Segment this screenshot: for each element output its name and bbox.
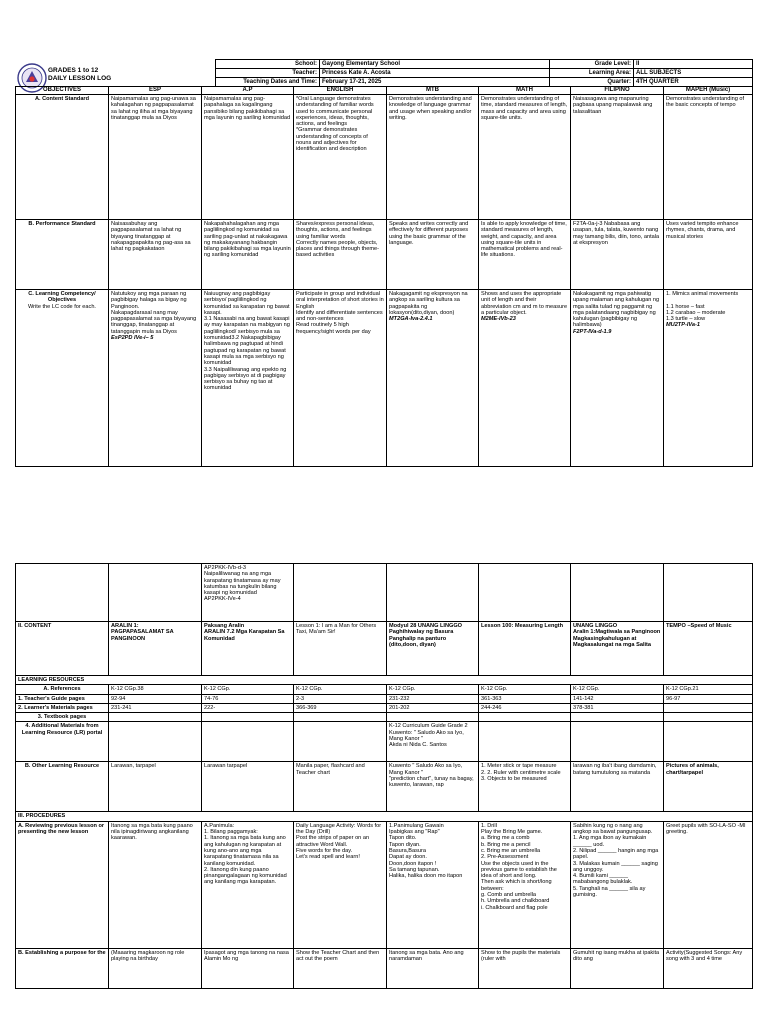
content-standard-label: A. Content Standard [16, 95, 109, 220]
content-mapeh: TEMPO –Speed of Music [664, 622, 753, 676]
review-esp: Itanong sa mga bata kung paano nila ipinagdiriwang angkanilang kaarawan. [109, 821, 202, 948]
references-esp: K-12 CGp.38 [109, 685, 202, 694]
column-header-row [16, 87, 753, 95]
competency-row [16, 290, 753, 467]
purpose-mapeh: Activity(Suggested Songs: Any song with 3 and 4 time [664, 948, 753, 988]
lm-row [16, 703, 753, 712]
resources-row [16, 676, 753, 685]
other-english: Manila paper, flashcard and Teacher chart [294, 762, 387, 812]
col-mtb: MTB [387, 87, 479, 95]
references-label: A. References [16, 685, 109, 694]
content-standard-ap: Naipamamalas ang pag-papahalaga sa kagalingang pansibiko bilang pakikibahagi sa mga layunin ng sariling komunidad [202, 95, 294, 220]
content-row [16, 622, 753, 676]
competency-math [479, 290, 571, 467]
competency-filipino-code: F2PT-IVa-d-1.9 [573, 328, 612, 335]
resources-label: LEARNING RESOURCES [16, 676, 753, 685]
content-standard-english: *Oral Language demonstrates understanding of familiar words used to communicate personal experiences, ideas, thoughts, actions, and feelings *Grammar demonstrates understanding of concepts of nouns and adjectives for identification and description [294, 95, 387, 220]
school-label: School: [216, 60, 320, 69]
references-filipino: K-12 CGp. [571, 685, 664, 694]
references-row [16, 685, 753, 694]
col-objectives: OBJECTIVES [16, 87, 109, 95]
content-math: Lesson 100: Measuring Length [479, 622, 571, 676]
competency-label: C. Learning Competency/ Objectives [28, 291, 96, 304]
content-standard-mapeh: Demonstrates understanding of the basic concepts of tempo [664, 95, 753, 220]
lm-mapeh [664, 703, 753, 712]
review-math: 1. Drill Play the Bring Me game. a. Bring me a comb b. Bring me a pencil c. Bring me an umbrella 2. Pre-Assessment Use the objects used in the previous game to establish the idea of short and long. Then ask which is short/long between: g. Comb and umbrella h. Umbrella and chalkboard i. Chalkboard and flag pole [479, 821, 571, 948]
performance-standard-math: Is able to apply knowledge of time, standard measures of length, weight, and capacity, and area using square-tile units in mathematical problems and real-life situations. [479, 220, 571, 290]
content-standard-filipino: Naisasagawa ang mapanuring pagbasa upang mapalawak ang talasalitaan [571, 95, 664, 220]
tg-esp: 92-94 [109, 694, 202, 703]
tg-filipino: 141-142 [571, 694, 664, 703]
col-esp: ESP [109, 87, 202, 95]
form-title-dll: DAILY LESSON LOG [48, 75, 112, 82]
competency-sublabel: Write the LC code for each. [28, 303, 96, 310]
lm-filipino: 378-381 [571, 703, 664, 712]
quarter-label: Quarter: [550, 78, 634, 87]
competency-esp-code: EsP2PD IVe-i– 5 [111, 335, 154, 342]
purpose-english: Show the Teacher Chart and then act out the poem [294, 948, 387, 988]
references-mtb: K-12 CGp. [387, 685, 479, 694]
procedures-label: III. PROCEDURES [16, 812, 753, 821]
carryover-ap: AP2PKK-IVb-d-3 Naipaliliwanag na ang mga karapatang tinatamasa ay may katumbas na tungkulin bilang kasapi ng komunidad AP2PKK-IVe-4 [202, 564, 294, 622]
lm-mtb: 201-202 [387, 703, 479, 712]
tg-english: 2-3 [294, 694, 387, 703]
content-procedures-table [15, 563, 753, 989]
objectives-table [15, 86, 753, 467]
performance-standard-filipino: F2TA-0a-j-3 Nababasa ang usapan, tula, talata, kuwento nang may tamang bilis, diin, tono, antala at ekspresyon [571, 220, 664, 290]
teacher-value: Princess Kate A. Acosta [320, 69, 550, 78]
col-ap: A.P [202, 87, 294, 95]
competency-mapeh-text: 1. Mimics animal movements 1.1 horse – fast 1.2 carabao – moderate 1.3 turtle – slow [666, 291, 739, 323]
competency-filipino [571, 290, 664, 467]
other-filipino: larawan ng iba't ibang damdamin, batang tumutulong sa matanda [571, 762, 664, 812]
review-mapeh: Greet pupils with SO-LA-SO -MI greeting. [664, 821, 753, 948]
purpose-label: B. Establishing a purpose for the [16, 948, 109, 988]
references-mapeh: K-12 CGp.21 [664, 685, 753, 694]
dates-label: Teaching Dates and Time: [216, 78, 320, 87]
performance-standard-mapeh: Uses varied tempito enhance rhymes, chants, drama, and musical stories [664, 220, 753, 290]
content-standard-esp: Naipamamalas ang pag-unawa sa kahalagahan ng pagpapasalamat sa lahat ng iliha at mga biyayang tinatanggap mula sa Diyos [109, 95, 202, 220]
content-label: II. CONTENT [16, 622, 109, 676]
competency-english-text: Participate in group and individual oral interpretation of short stories in English Identify and differentiate sentences and non-sentences Read routinely 5 high frequency/sight words per day [296, 291, 384, 335]
competency-mtb-text: Nakagagamit ng ekspresyon na angkop sa sariling kultura sa pagpapakita ng lokasyon(dito,diyan, doon) [389, 291, 468, 316]
references-ap: K-12 CGp. [202, 685, 294, 694]
competency-mtb-code: MT2GA-Iva-2.4.1 [389, 316, 433, 323]
form-title-grades: GRADES 1 to 12 [48, 67, 99, 74]
review-mtb: 1.Panimulang Gawain Ipabigkas ang "Rap" Tapon dito. Tapon diyan. Basura,Basura Dapat ay doon. Doon,doon itapon ! Sa tamang tapunan. Halika, halika doon mo itapon [387, 821, 479, 948]
tg-mtb: 231-232 [387, 694, 479, 703]
other-math: 1. Meter stick or tape measure 2. 2. Ruler with centimetre scale 3. Objects to be measured [479, 762, 571, 812]
grade-value: II [634, 60, 753, 69]
competency-ap-text: Naiuugnay ang pagbibigay serbisyo/ pagliilingkod ng komunidad sa karapatan ng bawat kasapi. 3.1 Nasasabi na ang bawat kasapi ay may karapatan na mabigyan ng pagliilingkod/ serbisyo mula sa komunidad3.2 Nakapagbibigay halimbawa ng pagtupad at hindi pagtupad ng karapatan ng bawat kasapi mula sa mga serbisyo ng komunidad 3.3 Naipaliliwanag ang epekto ng pagbigay serbisyo at di pagbigay serbisyo sa buhay ng tao at komunidad [204, 291, 290, 392]
procedures-row [16, 812, 753, 821]
performance-standard-row [16, 220, 753, 290]
purpose-mtb: Itanong sa mga bata. Ano ang naramdaman [387, 948, 479, 988]
content-esp: ARALIN 1: PAGPAPASALAMAT SA PANGINOON [109, 622, 202, 676]
additional-mtb: K-12 Curriculum Guide Grade 2 Kuwento: " Saludo Ako sa Iyo, Mang Kanor " Akda ni Nida C. Santos [387, 722, 479, 762]
additional-row [16, 722, 753, 762]
area-label: Learning Area: [550, 69, 634, 78]
purpose-math: Show to the pupils the materials (ruler with [479, 948, 571, 988]
review-ap: A.Panimula: 1. Bilang paggamyak: 1. Itanong sa mga bata kung ano ang kahulugan ng karapatan at kung ano-ano ang mga karapatang tinatamasa nila sa kanilang komunidad. 2. Itanong din kung paano pinangangalagaan ng komunidad ang kanilang mga karapatan. [202, 821, 294, 948]
content-standard-row [16, 95, 753, 220]
content-standard-mtb: Demonstrates understanding and knowledge of language grammar and usage when speaking and/or writing. [387, 95, 479, 220]
area-value: ALL SUBJECTS [634, 69, 753, 78]
lm-math: 244-246 [479, 703, 571, 712]
competency-filipino-text: Nakakagamit ng mga pahiwatig upang malaman ang kahulugan ng mga salita tulad ng paggamit ng mga palatandaang nagbibigay ng kahulugan (pagbibigay ng halimbawa) [573, 291, 660, 329]
performance-standard-english: Shares/express personal ideas, thoughts, actions, and feelings using familiar words Correctly names people, objects, places and things through theme-based activities [294, 220, 387, 290]
content-mtb: Modyul 28 UNANG LINGGO Paghihiwalay ng Basura Panghalip na panturo (dito,doon, diyan) [387, 622, 479, 676]
tg-ap: 74-76 [202, 694, 294, 703]
competency-esp-text: Natutukoy ang mga paraan ng pagbibigay halaga sa bigay ng Panginoon. Nakapagdarasal nang may pagpapasalamat sa mga biyayang tinanggap, tinatanggap at tatanggapin mula sa Diyos [111, 291, 197, 335]
other-esp: Larawan, tarpapel [109, 762, 202, 812]
school-value: Gayong Elementary School [320, 60, 550, 69]
review-filipino: Sabihin kung ng o nang ang angkop sa bawat pangungusap. 1. Ang mga ibon ay kumakain ______ uod. 2. Nilipad ______ hangin ang mga papel. 3. Malakas kumain ______ saging ang unggoy. 4. Bumili kami ______ mababangong bulaklak. 5. Tanghali na ______ sila ay gumising. [571, 821, 664, 948]
other-mtb: Kuwento " Saludo Ako sa Iyo, Mang Kanor " "prediction chart", tunay na bagay, kuwento, larawan, rap [387, 762, 479, 812]
carryover-row [16, 564, 753, 622]
other-resources-row [16, 762, 753, 812]
other-ap: Larawan tarpapel [202, 762, 294, 812]
competency-label-cell [16, 290, 109, 467]
dates-value: February 17-21, 2025 [320, 78, 550, 87]
lm-esp: 231-241 [109, 703, 202, 712]
competency-english [294, 290, 387, 467]
quarter-value: 4TH QUARTER [634, 78, 753, 87]
col-math: MATH [479, 87, 571, 95]
review-label: A. Reviewing previous lesson or presenting the new lesson [16, 821, 109, 948]
textbook-row [16, 713, 753, 722]
tg-row [16, 694, 753, 703]
competency-ap [202, 290, 294, 467]
other-mapeh: Pictures of animals, chart/tarpapel [664, 762, 753, 812]
purpose-filipino: Gumuhit ng isang mukha at ipakita dito ang [571, 948, 664, 988]
content-filipino: UNANG LINGGO Aralin 1:Magtiwala sa Panginoon Magkasingkahulugan at Magkasalungat na mga Salita [571, 622, 664, 676]
form-title [48, 67, 111, 83]
textbook-label: 3. Textbook pages [16, 713, 109, 722]
references-math: K-12 CGp. [479, 685, 571, 694]
grade-label: Grade Level: [550, 60, 634, 69]
performance-standard-mtb: Speaks and writes correctly and effectively for different purposes using the basic grammar of the language. [387, 220, 479, 290]
performance-standard-esp: Naisasabuhay ang pagpapasalamat sa lahat ng biyayang tinatanggap at nakapagpapakita ng pag-asa sa lahat ng pagkakataon [109, 220, 202, 290]
purpose-row [16, 948, 753, 988]
performance-standard-ap: Nakapahahalagahan ang mga pagliilingkod ng komunidad sa sariling pag-unlad at nakakagawa ng makakayanang hakbangin bilang pakikibahagi sa mga layunin ng sariling komunidad [202, 220, 294, 290]
tg-mapeh: 96-97 [664, 694, 753, 703]
content-standard-math: Demonstrates understanding of time, standard measures of length, mass and capacity and area using square-tile units. [479, 95, 571, 220]
competency-mapeh [664, 290, 753, 467]
references-english: K-12 CGp. [294, 685, 387, 694]
lm-english: 366-369 [294, 703, 387, 712]
purpose-esp: (Maaaring magkaroon ng role playing na birthday [109, 948, 202, 988]
lm-label: 2. Learner's Materials pages [16, 703, 109, 712]
lm-ap: 222- [202, 703, 294, 712]
additional-label: 4. Additional Materials from Learning Resource (LR) portal [16, 722, 109, 762]
purpose-ap: Ipasagot ang mga tanong na nasa Alamin Mo ng [202, 948, 294, 988]
competency-esp [109, 290, 202, 467]
competency-mtb [387, 290, 479, 467]
review-row [16, 821, 753, 948]
col-mapeh: MAPEH (Music) [664, 87, 753, 95]
tg-math: 361-363 [479, 694, 571, 703]
col-filipino: FILIPINO [571, 87, 664, 95]
performance-standard-label: B. Performance Standard [16, 220, 109, 290]
competency-math-code: M2ME-IVb-23 [481, 316, 516, 323]
tg-label: 1. Teacher's Guide pages [16, 694, 109, 703]
review-english: Daily Language Activity: Words for the Day (Drill) Post the strips of paper on an attractive Word Wall. Five words for the day. Let's read spell and learn! [294, 821, 387, 948]
teacher-label: Teacher: [216, 69, 320, 78]
header-info-table [215, 59, 753, 87]
competency-mapeh-code: MU2TP-IVa-1 [666, 322, 700, 329]
content-ap: Paksang Aralin ARALIN 7.2 Mga Karapatan Sa Komunidad [202, 622, 294, 676]
competency-math-text: Shows and uses the appropriate unit of length and their abbreviation cm and m to measure a particular object. [481, 291, 568, 316]
other-label: B. Other Learning Resource [16, 762, 109, 812]
col-english: ENGLISH [294, 87, 387, 95]
content-english: Lesson 1: I am a Man for Others Taxi, Ma'am Sir! [294, 622, 387, 676]
